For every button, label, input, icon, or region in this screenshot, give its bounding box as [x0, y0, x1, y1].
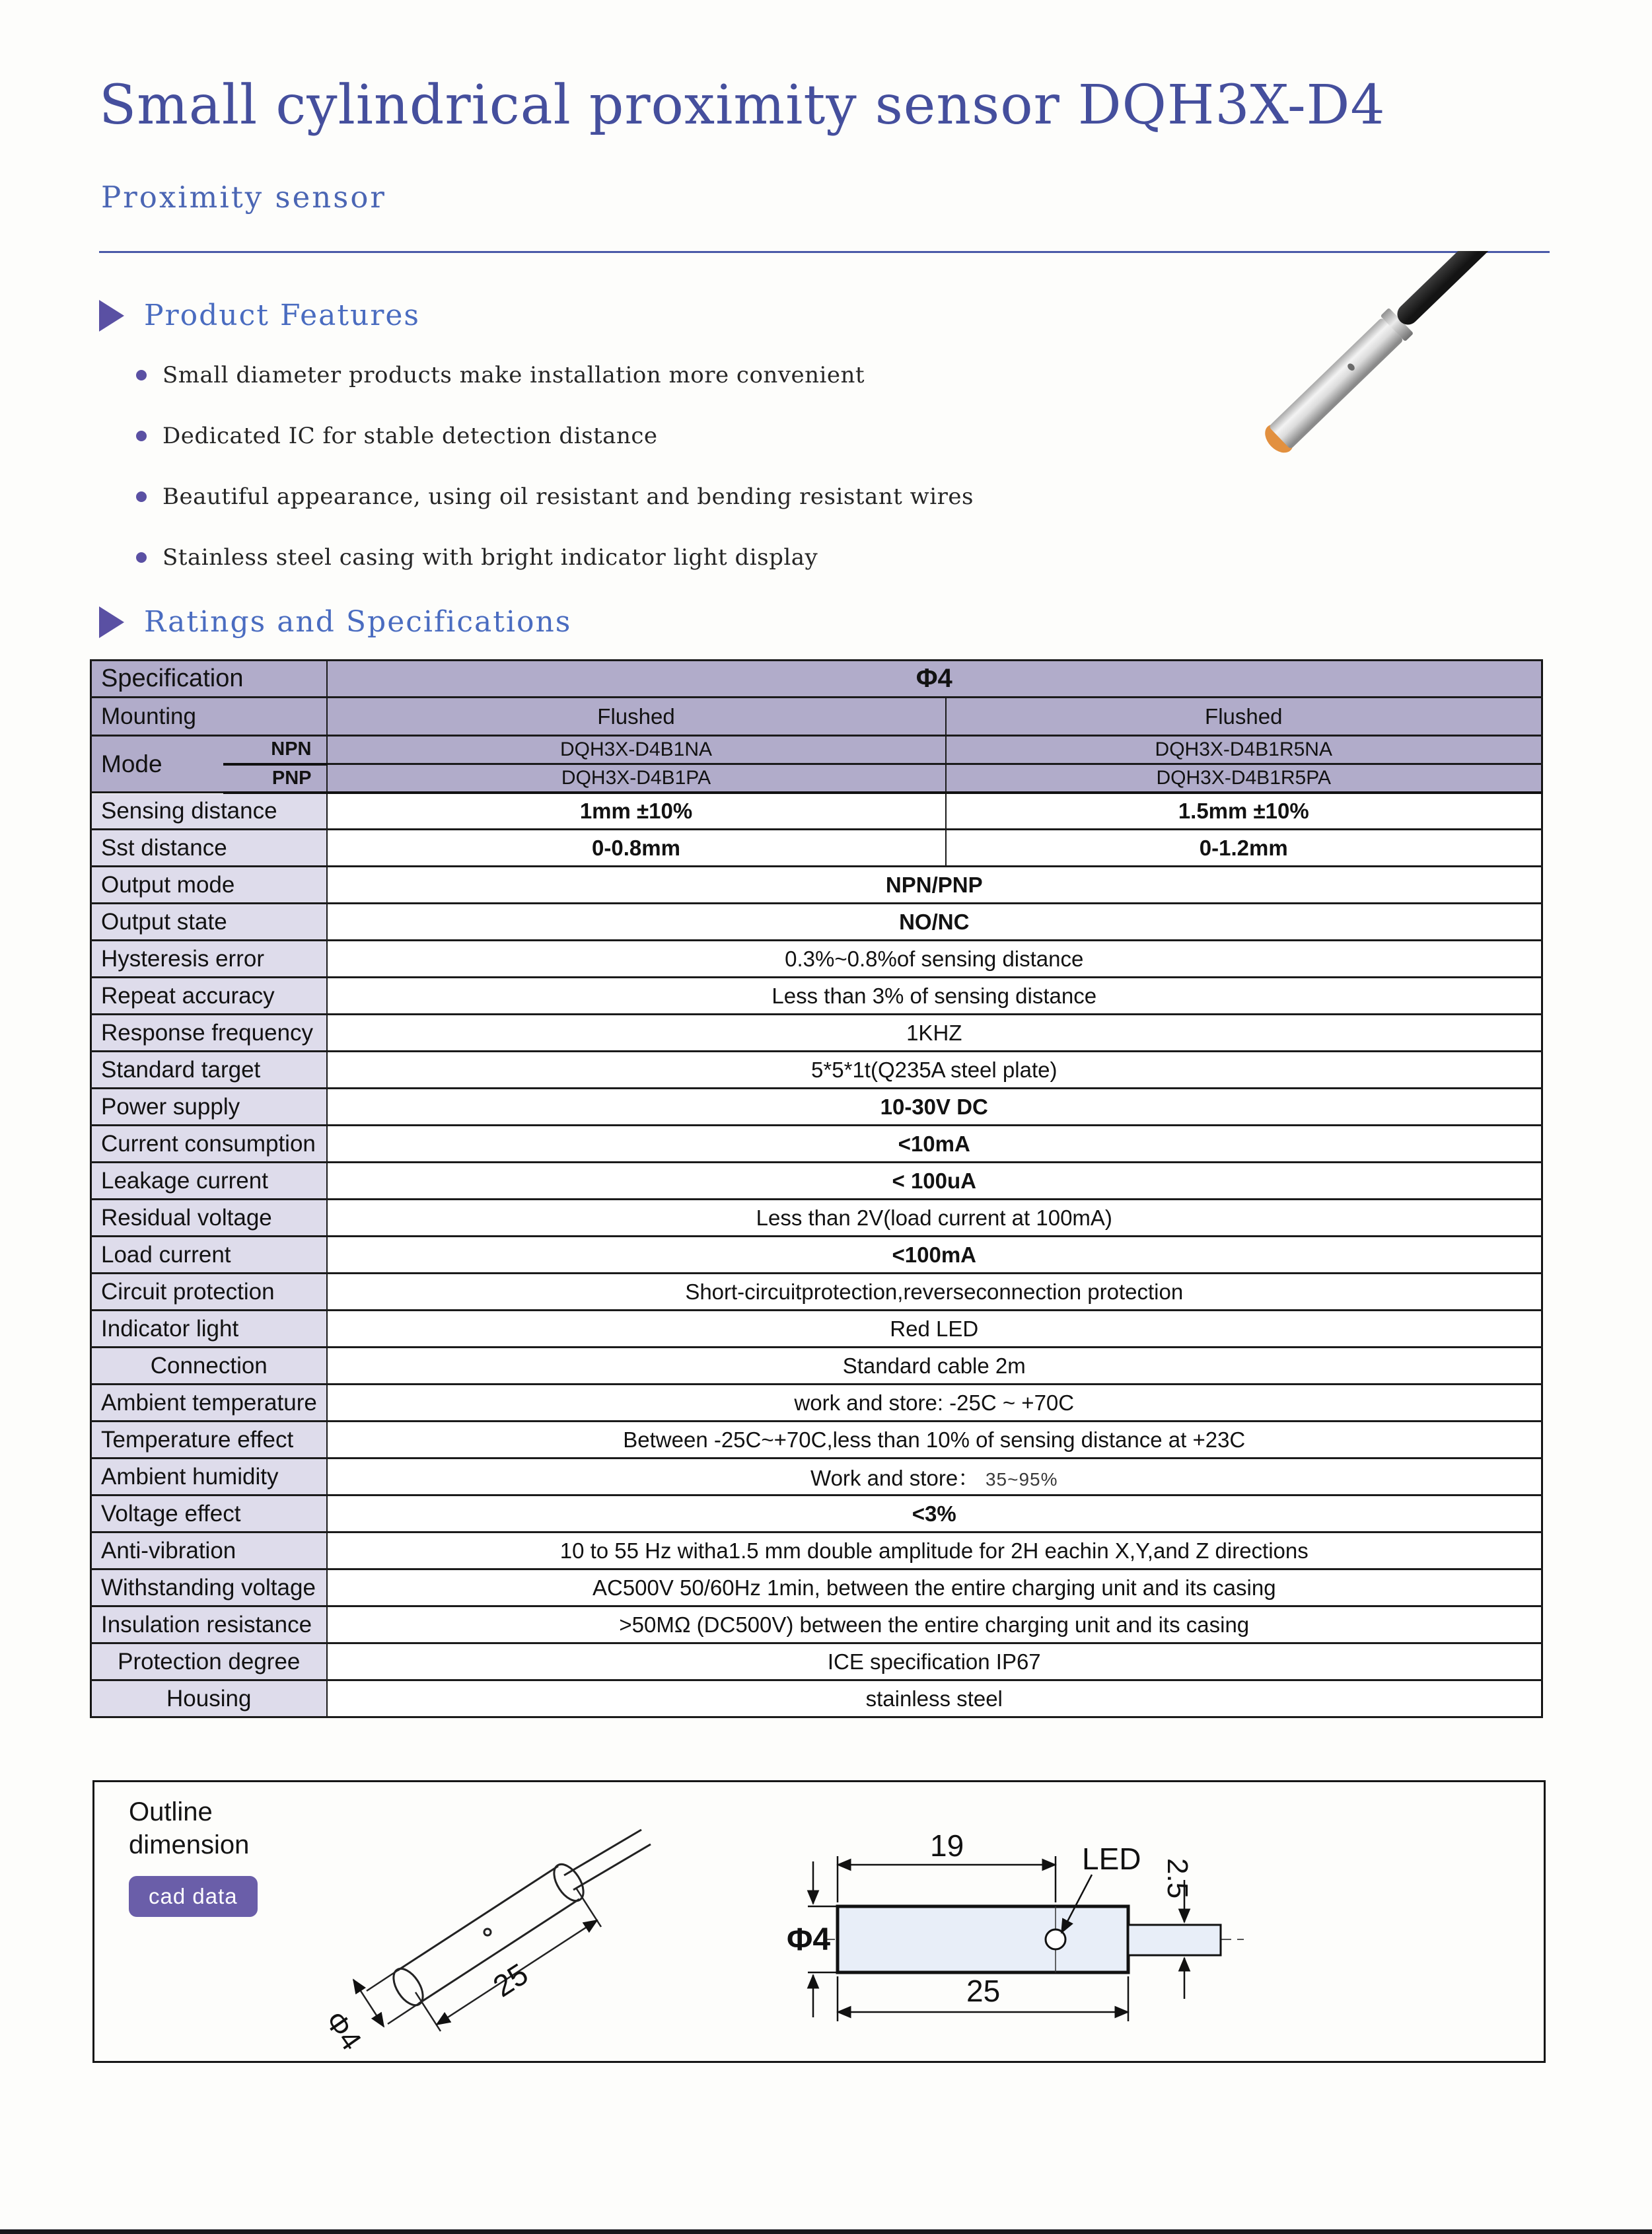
- spec-label: Current consumption: [91, 1126, 327, 1163]
- page-subtitle: Proximity sensor: [101, 180, 386, 215]
- dim-head-length-label: 19: [930, 1828, 964, 1863]
- table-row: [91, 1459, 1542, 1495]
- spec-value: Flushed: [327, 698, 946, 736]
- table-row: [91, 1126, 1542, 1163]
- spec-value: Work and store： 35~95%: [327, 1459, 1542, 1495]
- spec-value-suffix: 35~95%: [980, 1469, 1058, 1490]
- spec-label: Output mode: [91, 867, 327, 904]
- spec-value: Between -25C~+70C,less than 10% of sensing distance at +23C: [327, 1422, 1542, 1459]
- spec-value: 0-1.2mm: [946, 830, 1542, 867]
- table-row: [91, 1569, 1542, 1606]
- bullet-icon: [136, 370, 147, 380]
- spec-value: Less than 2V(load current at 100mA): [327, 1200, 1542, 1237]
- table-row: [91, 867, 1542, 904]
- table-row: [91, 1200, 1542, 1237]
- spec-label: Response frequency: [91, 1015, 327, 1052]
- spec-value: Short-circuitprotection,reverseconnection protection: [327, 1274, 1542, 1311]
- spec-label: Insulation resistance: [91, 1606, 327, 1643]
- spec-value: NPN/PNP: [327, 867, 1542, 904]
- spec-label: Hysteresis error: [91, 941, 327, 978]
- specs-heading-label: Ratings and Specifications: [144, 605, 572, 639]
- features-heading-label: Product Features: [144, 299, 421, 332]
- spec-label: Repeat accuracy: [91, 978, 327, 1015]
- iso-drawing: [286, 1819, 762, 2056]
- sensor-barrel: [1269, 317, 1404, 449]
- bullet-icon: [136, 431, 147, 441]
- spec-label: Output state: [91, 904, 327, 941]
- feature-item: [136, 544, 974, 571]
- table-row: [91, 978, 1542, 1015]
- mode-type-label: PNP: [223, 764, 327, 793]
- mode-type-label: NPN: [223, 736, 327, 764]
- triangle-icon: [99, 300, 124, 332]
- led-label: LED: [1082, 1842, 1141, 1876]
- spec-label: Mounting: [91, 698, 327, 736]
- spec-value: 10 to 55 Hz witha1.5 mm double amplitude for 2H eachin X,Y,and Z directions: [327, 1532, 1542, 1569]
- table-row: [91, 1052, 1542, 1089]
- spec-label: Residual voltage: [91, 1200, 327, 1237]
- table-row: [91, 1311, 1542, 1348]
- table-row: [91, 904, 1542, 941]
- feature-item: [136, 362, 974, 388]
- bullet-icon: [136, 552, 147, 563]
- table-row: [91, 764, 1542, 793]
- feature-text: Dedicated IC for stable detection distance: [162, 423, 658, 449]
- sensor-cable: [1393, 251, 1569, 329]
- feature-item: [136, 484, 974, 510]
- spec-label: Voltage effect: [91, 1495, 327, 1532]
- outline-title-line1: Outline: [129, 1797, 213, 1826]
- spec-label: Connection: [91, 1348, 327, 1385]
- table-row: [91, 1422, 1542, 1459]
- spec-label: Specification: [91, 661, 327, 698]
- spec-label: Protection degree: [91, 1643, 327, 1680]
- spec-value: stainless steel: [327, 1680, 1542, 1717]
- spec-label: Temperature effect: [91, 1422, 327, 1459]
- table-row: [91, 1643, 1542, 1680]
- spec-label: Mode: [91, 736, 223, 793]
- table-row: [91, 1606, 1542, 1643]
- model-number: DQH3X-D4B1R5PA: [946, 764, 1542, 793]
- feature-text: Beautiful appearance, using oil resistant and bending resistant wires: [162, 484, 974, 510]
- spec-value: Red LED: [327, 1311, 1542, 1348]
- spec-value: 1.5mm ±10%: [946, 793, 1542, 830]
- spec-value: AC500V 50/60Hz 1min, between the entire charging unit and its casing: [327, 1569, 1542, 1606]
- specs-heading: [99, 605, 571, 639]
- feature-text: Stainless steel casing with bright indicator light display: [162, 544, 818, 571]
- table-row: [91, 1495, 1542, 1532]
- table-row: [91, 1385, 1542, 1422]
- model-number: DQH3X-D4B1R5NA: [946, 736, 1542, 764]
- feature-text: Small diameter products make installation more convenient: [162, 362, 865, 388]
- model-number: DQH3X-D4B1PA: [327, 764, 946, 793]
- spec-value: < 100uA: [327, 1163, 1542, 1200]
- table-row: [91, 830, 1542, 867]
- dim-diameter-label: Φ4: [787, 1922, 831, 1957]
- table-row: [91, 1680, 1542, 1717]
- spec-value: Φ4: [327, 661, 1542, 698]
- spec-label: Sensing distance: [91, 793, 327, 830]
- iso-length-label: 25: [487, 1956, 534, 2004]
- table-row: [91, 1163, 1542, 1200]
- spec-label: Ambient temperature: [91, 1385, 327, 1422]
- outline-title: [129, 1795, 249, 1861]
- spec-label: Indicator light: [91, 1311, 327, 1348]
- spec-label: Sst distance: [91, 830, 327, 867]
- outline-dimension-box: [92, 1780, 1546, 2063]
- spec-label: Housing: [91, 1680, 327, 1717]
- spec-label: Leakage current: [91, 1163, 327, 1200]
- spec-value: Flushed: [946, 698, 1542, 736]
- spec-value: 5*5*1t(Q235A steel plate): [327, 1052, 1542, 1089]
- features-heading: [99, 299, 420, 332]
- table-row: [91, 698, 1542, 736]
- table-row: [91, 941, 1542, 978]
- spec-value: work and store: -25C ~ +70C: [327, 1385, 1542, 1422]
- table-row: [91, 793, 1542, 830]
- spec-label: Anti-vibration: [91, 1532, 327, 1569]
- table-row: [91, 1274, 1542, 1311]
- sensor-photo: [1229, 251, 1632, 535]
- table-row: [91, 1532, 1542, 1569]
- spec-label: Standard target: [91, 1052, 327, 1089]
- page-title: Small cylindrical proximity sensor DQH3X-D4: [99, 74, 1386, 137]
- feature-item: [136, 423, 974, 449]
- outline-title-line2: dimension: [129, 1830, 250, 1859]
- spec-label: Circuit protection: [91, 1274, 327, 1311]
- bottom-accent-bar: [0, 2229, 1652, 2234]
- table-row: [91, 736, 1542, 764]
- spec-label: Withstanding voltage: [91, 1569, 327, 1606]
- spec-value: NO/NC: [327, 904, 1542, 941]
- spec-value: 10-30V DC: [327, 1089, 1542, 1126]
- model-number: DQH3X-D4B1NA: [327, 736, 946, 764]
- table-row: [91, 1348, 1542, 1385]
- spec-label: Load current: [91, 1237, 327, 1274]
- spec-value: >50MΩ (DC500V) between the entire charging unit and its casing: [327, 1606, 1542, 1643]
- cad-data-button[interactable]: cad data: [129, 1876, 258, 1917]
- spec-value: ICE specification IP67: [327, 1643, 1542, 1680]
- spec-label: Power supply: [91, 1089, 327, 1126]
- iso-diameter-label: Φ4: [318, 2005, 368, 2056]
- spec-table: [90, 659, 1543, 1718]
- spec-value: <100mA: [327, 1237, 1542, 1274]
- dim-cable-diameter-label: 2.5: [1161, 1858, 1194, 1899]
- table-row: [91, 661, 1542, 698]
- spec-label: Ambient humidity: [91, 1459, 327, 1495]
- spec-value: 1mm ±10%: [327, 793, 946, 830]
- spec-value: 0.3%~0.8%of sensing distance: [327, 941, 1542, 978]
- spec-value: <10mA: [327, 1126, 1542, 1163]
- bullet-icon: [136, 491, 147, 502]
- table-row: [91, 1015, 1542, 1052]
- spec-value: Less than 3% of sensing distance: [327, 978, 1542, 1015]
- spec-value: 0-0.8mm: [327, 830, 946, 867]
- feature-list: [136, 362, 974, 605]
- dim-total-length-label: 25: [966, 1974, 1001, 2008]
- spec-value: Standard cable 2m: [327, 1348, 1542, 1385]
- triangle-icon: [99, 606, 124, 638]
- table-row: [91, 1089, 1542, 1126]
- spec-value: <3%: [327, 1495, 1542, 1532]
- spec-value: 1KHZ: [327, 1015, 1542, 1052]
- side-drawing: [781, 1828, 1409, 2053]
- table-row: [91, 1237, 1542, 1274]
